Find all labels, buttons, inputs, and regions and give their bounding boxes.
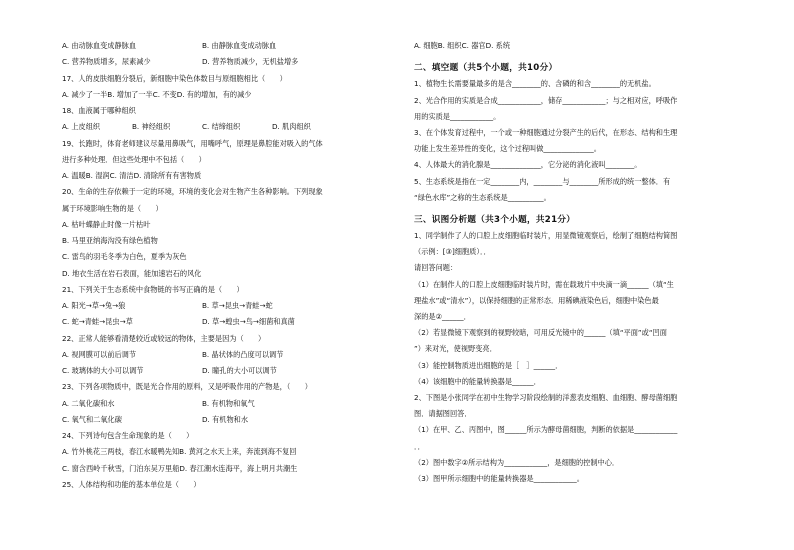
q21-option-b: B. 草→昆虫→青蛙→蛇 [202,301,273,310]
q18-option-b: B. 神经组织 [132,122,171,132]
q20-option-b: B. 马里亚纳海沟没有绿色植物 [62,236,158,245]
question-21: 21、下列关于生态系统中食物链的书写正确的是（ ） [62,284,244,294]
q23-options-row2 [62,412,392,428]
q16-option-d: D. 营养物质减少，无机盐增多 [202,57,299,67]
fill-question-3-line2: 功能上发生差异性的变化，这个过程叫做______________。 [414,144,601,154]
q23-options-row1 [62,396,392,412]
q21-options-row2 [62,314,392,330]
fill-question-4: 4、人体最大的消化腺是______________，它分泌的消化液叫________。 [414,160,642,170]
diagram-question-2-line1: 2、下图是小张同学在初中生物学习阶段绘制的洋葱表皮细胞、血细胞、酵母菌细胞 [414,392,678,402]
fill-question-5-line2: “绿色水库”之称的生态系统是__________。 [414,192,551,202]
section-diagram-heading: 三、识图分析题（共3个小题，共21分） [414,214,576,225]
dq1-part4: （4）该细胞中的能量转换器是______． [414,376,541,386]
question-25: 25、人体结构和功能的基本单位是（ ） [62,479,201,489]
fill-question-2-line2: 用的实质是____________。 [414,111,501,121]
q19-options: A. 温暖B. 湿润C. 清洁D. 清除所有有害物质 [62,171,202,180]
q23-option-d: D. 有机物和水 [202,414,249,424]
q20-option-a: A. 枯叶蝶静止时像一片枯叶 [62,219,151,229]
question-17: 17、人的皮肤细胞分裂后，新细胞中染色体数目与原细胞相比（ ） [62,73,287,83]
question-19-line2: 进行多种处理．但这些处理中不包括（ ） [62,154,206,164]
dq1-part1-line1: （1）在制作人的口腔上皮细胞临时装片时，需在载玻片中央滴一滴______（填“生 [414,279,674,289]
fill-question-5-line1: 5、生态系统是指在一定________内，________与________所形成的统一整体．有 [414,176,671,186]
q23-option-b: B. 有机物和氧气 [202,398,255,408]
q16-options-row2 [62,54,392,70]
q16-options-row1 [62,38,392,54]
diagram-question-1-line2: （示例：[③]细胞质）．． [414,247,491,257]
q17-options: A. 减少了一半B. 增加了一半C. 不变D. 有的增加，有的减少 [62,89,252,99]
q16-option-a: A. 由动脉血变成静脉血 [62,41,137,50]
fill-question-2-line1: 2、光合作用的实质是合成____________，储存____________；与之相对应，呼吸作 [414,95,678,105]
dq2-part2: （2）图中数字②所示结构为____________，是细胞的控制中心． [414,457,620,467]
dq1-part3: （3）能控制物质进出细胞的是［ ］______． [414,360,563,370]
question-24: 24、下列诗句包含生命现象的是（ ） [62,431,194,440]
q21-options-row1 [62,298,392,314]
q23-option-a: A. 二氧化碳和水 [62,398,115,408]
q20-option-d: D. 地衣生活在岩石表面，能加速岩石的风化 [62,268,202,278]
q22-option-c: C. 玻璃体的大小可以调节 [62,366,144,375]
q18-options [62,119,392,135]
dq2-part3: （3）图甲所示细胞中的能量转换器是____________。 [414,473,584,483]
question-18: 18、血液属于哪种组织 [62,106,136,115]
q22-option-a: A. 视网膜可以前后调节 [62,349,137,359]
q21-option-d: D. 草→蝗虫→鸟→细菌和真菌 [202,317,295,327]
dq1-part1-line2: 理盐水”或“清水”），以保持细胞的正常形态．用稀碘液染色后，细胞中染色最 [414,295,659,305]
diagram-question-2-line2: 图．请据图回答． [414,409,472,419]
dq2-part1-line1: （1）在甲、乙、丙图中，图______所示为酵母菌细胞，判断的依据是____________ [414,425,678,435]
dq1-part2-line2: ”）来对光，使视野变亮． [414,344,497,354]
q22-option-b: B. 晶状体的凸度可以调节 [202,349,284,359]
fill-question-3-line1: 3、在个体发育过程中，一个或一种细胞通过分裂产生的后代，在形态、结构和生理 [414,127,678,137]
question-20-line1: 20、生命的生存依赖于一定的环境，环境的变化会对生物产生各种影响。下列现象 [62,187,323,197]
question-20-line2: 属于环境影响生物的是（ ） [62,203,163,213]
q21-option-a: A. 阳光→草→兔→狼 [62,301,126,310]
question-22: 22、正常人能够看清楚较近或较远的物体，主要是因为（ ） [62,333,266,343]
q24-options-ab: A. 竹外桃花三两枝，春江水暖鸭先知B. 黄河之水天上来，奔流到海不复回 [62,447,297,457]
q22-options-row2 [62,363,392,379]
dq1-part1-line3: 深的是②______． [414,312,471,321]
q24-options-cd: C. 窗含西岭千秋雪，门泊东吴万里船D. 春江潮水连海平，海上明月共潮生 [62,463,298,473]
diagram-question-1-line1: 1、同学制作了人的口腔上皮细胞临时装片，用显微镜观察后，绘制了细胞结构简图 [414,231,678,241]
q16-option-b: B. 由静脉血变成动脉血 [202,41,277,50]
section-fill-in-heading: 二、填空题（共5个小题，共10分） [414,63,558,74]
left-column [62,38,392,493]
q18-option-c: C. 结缔组织 [202,122,241,132]
fill-question-1: 1、植物生长需要量最多的是含________的、含磷的和含________的无机盐。 [414,79,656,89]
q20-option-c: C. 雷鸟的羽毛冬季为白色，夏季为灰色 [62,252,187,262]
q18-option-d: D. 肌肉组织 [272,122,311,132]
question-19-line1: 19、长跑时，体育老师建议尽量用鼻吸气，用嘴呼气，原理是鼻腔能对吸入的气体 [62,138,323,148]
dq2-part1-line2: ．． [414,441,425,451]
q18-option-a: A. 上皮组织 [62,122,101,132]
q22-options-row1 [62,347,392,363]
question-23: 23、下列各项物质中，既是光合作用的原料，又是呼吸作用的产物是，（ ） [62,382,312,392]
q22-option-d: D. 瞳孔的大小可以调节 [202,366,277,375]
dq1-part2-line1: （2）若显微镜下观察到的视野较暗，可用反光镜中的______（填“平面”或“凹面 [414,328,667,338]
diagram-question-1-line3: 请回答问题： [414,263,458,273]
q21-option-c: C. 蛇→青蛙→昆虫→草 [62,317,133,327]
q16-option-c: C. 营养物质增多，尿素减少 [62,57,151,67]
right-column [414,38,754,487]
q25-options: A. 细胞B. 组织C. 器官D. 系统 [414,41,511,50]
q23-option-c: C. 氧气和二氧化碳 [62,414,122,424]
